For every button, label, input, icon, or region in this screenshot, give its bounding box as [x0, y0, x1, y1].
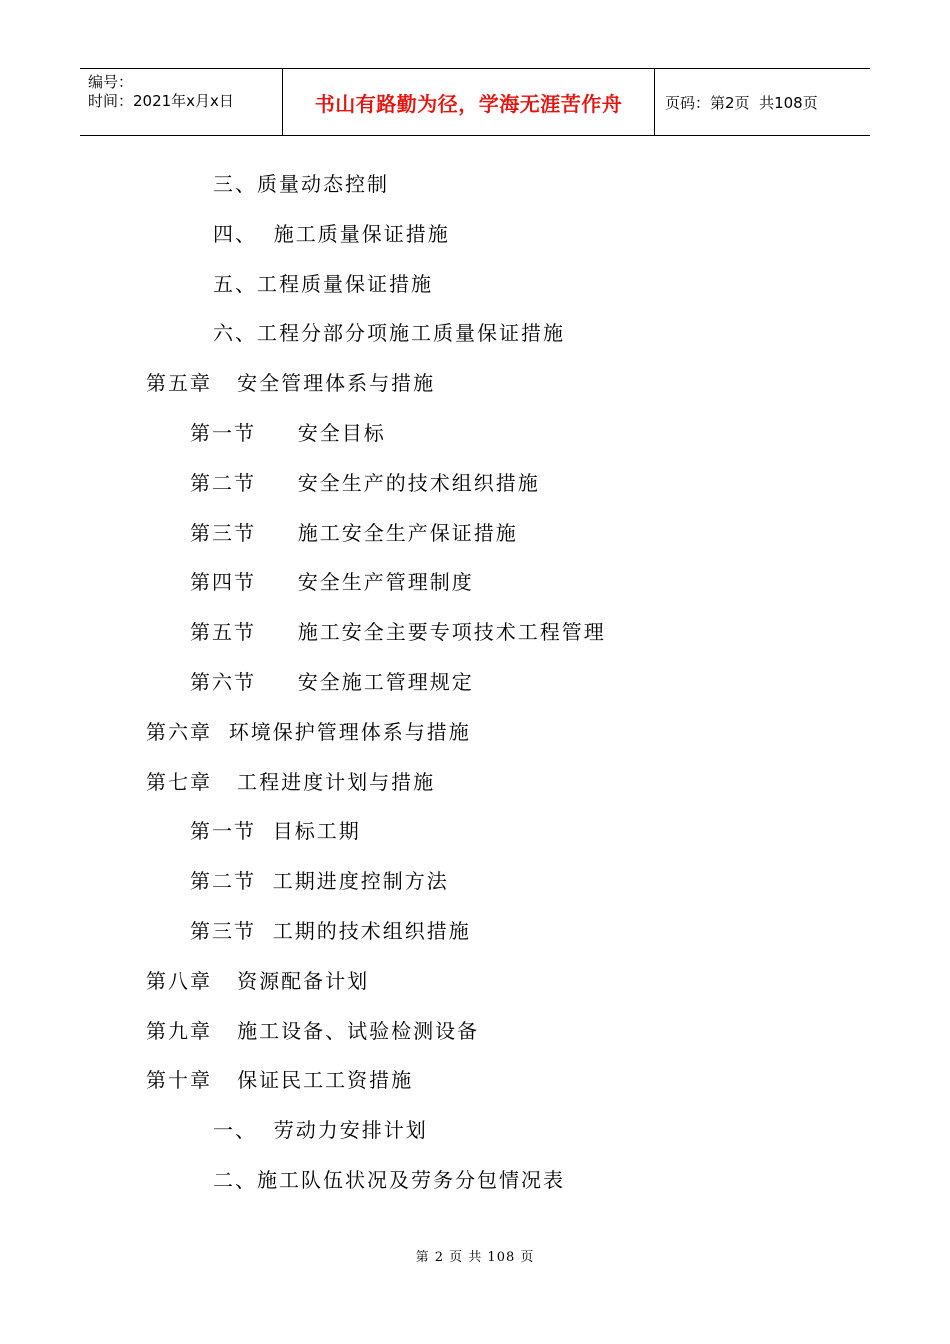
toc-entry-section: 第二节 安全生产的技术组织措施 [190, 470, 540, 495]
header-motto-cell [282, 69, 655, 135]
number-label: 编号： [88, 73, 134, 91]
toc-entry-item: 四、 施工质量保证措施 [213, 221, 450, 246]
page-footer: 第 2 页 共 108 页 [415, 1250, 535, 1265]
toc-entry-chapter: 第七章 工程进度计划与措施 [146, 769, 436, 794]
toc-entry-section: 第一节 安全目标 [190, 421, 386, 445]
header-meta [80, 69, 282, 135]
toc-entry-chapter: 第八章 资源配备计划 [146, 968, 370, 993]
toc-entry-chapter: 第五章 安全管理体系与措施 [146, 371, 436, 396]
toc-entry-section: 第四节 安全生产管理制度 [190, 570, 474, 595]
toc-entry-item: 三、质量动态控制 [213, 172, 389, 196]
date-label: 时间：2021年x月x日 [88, 92, 234, 110]
page-header [80, 68, 870, 136]
toc-entry-item: 一、 劳动力安排计划 [213, 1118, 428, 1143]
toc-entry-section: 第六节 安全施工管理规定 [190, 670, 474, 694]
toc-entry-item: 二、施工队伍状况及劳务分包情况表 [213, 1168, 565, 1192]
toc-entry-section: 第一节 目标工期 [190, 819, 361, 844]
toc-entry-section: 第三节 施工安全生产保证措施 [190, 520, 518, 545]
toc-entry-section: 第三节 工期的技术组织措施 [190, 919, 471, 943]
toc-entry-chapter: 第六章 环境保护管理体系与措施 [146, 719, 471, 744]
toc-entry-section: 第二节 工期进度控制方法 [190, 869, 449, 894]
toc-entry-chapter: 第九章 施工设备、试验检测设备 [146, 1018, 480, 1043]
toc-entry-section: 第五节 施工安全主要专项技术工程管理 [190, 620, 606, 645]
toc-entry-item: 六、工程分部分项施工质量保证措施 [213, 321, 565, 346]
toc-entry-chapter: 第十章 保证民工工资措施 [146, 1068, 414, 1093]
motto-text: 书山有路勤为径，学海无涯苦作舟 [314, 91, 623, 116]
toc-entry-item: 五、工程质量保证措施 [213, 271, 433, 296]
header-page-info: 页码：第2页 共108页 [665, 93, 818, 112]
